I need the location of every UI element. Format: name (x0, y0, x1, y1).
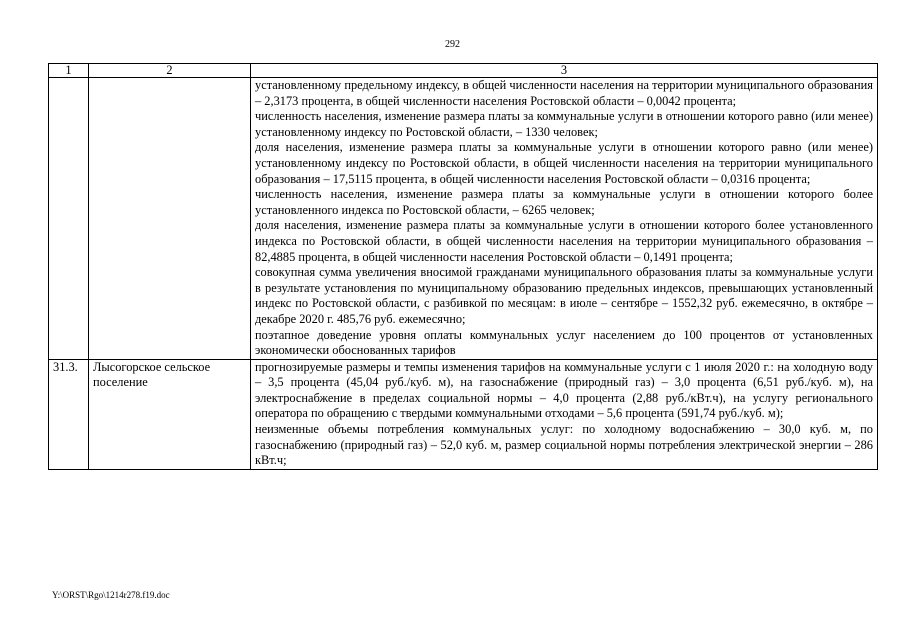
table-row (49, 78, 878, 360)
paragraph: доля населения, изменение размера платы за коммунальные услуги в отношении которого равно (или менее) установленному индексу по Ростовской области, в общей численности населения на территории муниципального образования – 17,5115 процента, в общей численности населения Ростовской области – 0,0316 процента; (255, 140, 873, 186)
paragraph: численность населения, изменение размера платы за коммунальные услуги в отношении которого равно (или менее) установленному индексу по Ростовской области, – 1330 человек; (255, 109, 873, 139)
row-number: 31.3. (49, 359, 89, 469)
column-header-1: 1 (49, 64, 89, 78)
paragraph: численность населения, изменение размера платы за коммунальные услуги в отношении которого более установленного индекса по Ростовской области, – 6265 человек; (255, 187, 873, 217)
paragraph: установленному предельному индексу, в общей численности населения на территории муниципального образования – 2,3173 процента, в общей численности населения Ростовской области – 0,0042 процента; (255, 78, 873, 108)
file-path-footer: Y:\ORST\Rgo\1214r278.f19.doc (52, 590, 170, 600)
settlement-name (89, 78, 251, 360)
paragraph: неизменные объемы потребления коммунальных услуг: по холодному водоснабжению – 30,0 куб. м, по газоснабжению (природный газ) – 52,0 куб. м, размер социальной нормы потребления электрической энергии – 286 кВт.ч; (255, 422, 873, 468)
paragraph: прогнозируемые размеры и темпы изменения тарифов на коммунальные услуги с 1 июля 2020 г.: на холодную воду – 3,5 процента (45,04 руб./куб. м), на газоснабжение (природный газ) – 3,0 процента (6,51 руб./куб. м), на электроснабжение в пределах социальной нормы – 4,0 процента (2,88 руб./кВт.ч), на услугу регионального оператора по обращению с твердыми коммунальными отходами – 5,6 процента (591,74 руб./куб. м); (255, 359, 873, 421)
paragraph: поэтапное доведение уровня оплаты коммунальных услуг населением до 100 процентов от установленных экономически обоснованных тарифов (255, 327, 873, 358)
settlement-name: Лысогорское сельское поселение (89, 359, 251, 469)
paragraph: доля населения, изменение размера платы за коммунальные услуги в отношении которого более установленного индекса по Ростовской области, в общей численности населения на территории муниципального образования – 82,4885 процента, в общей численности населения Ростовской области – 0,1491 процента; (255, 218, 873, 264)
paragraph: совокупная сумма увеличения вносимой гражданами муниципального образования платы за коммунальные услуги в результате установления по муниципальному образованию предельных индексов, превышающих установленный индекс по Ростовской области, с разбивкой по месяцам: в июле – сентябре – 1552,32 руб. ежемесячно, в октябре – декабре 2020 г. 485,76 руб. ежемесячно; (255, 265, 873, 326)
row-number (49, 78, 89, 360)
regulation-table (48, 63, 878, 470)
table-row (49, 359, 878, 469)
row-content (251, 359, 878, 469)
row-content (251, 78, 878, 360)
column-header-3: 3 (251, 64, 878, 78)
table-header-row (49, 64, 878, 78)
column-header-2: 2 (89, 64, 251, 78)
page-number: 292 (445, 39, 460, 50)
